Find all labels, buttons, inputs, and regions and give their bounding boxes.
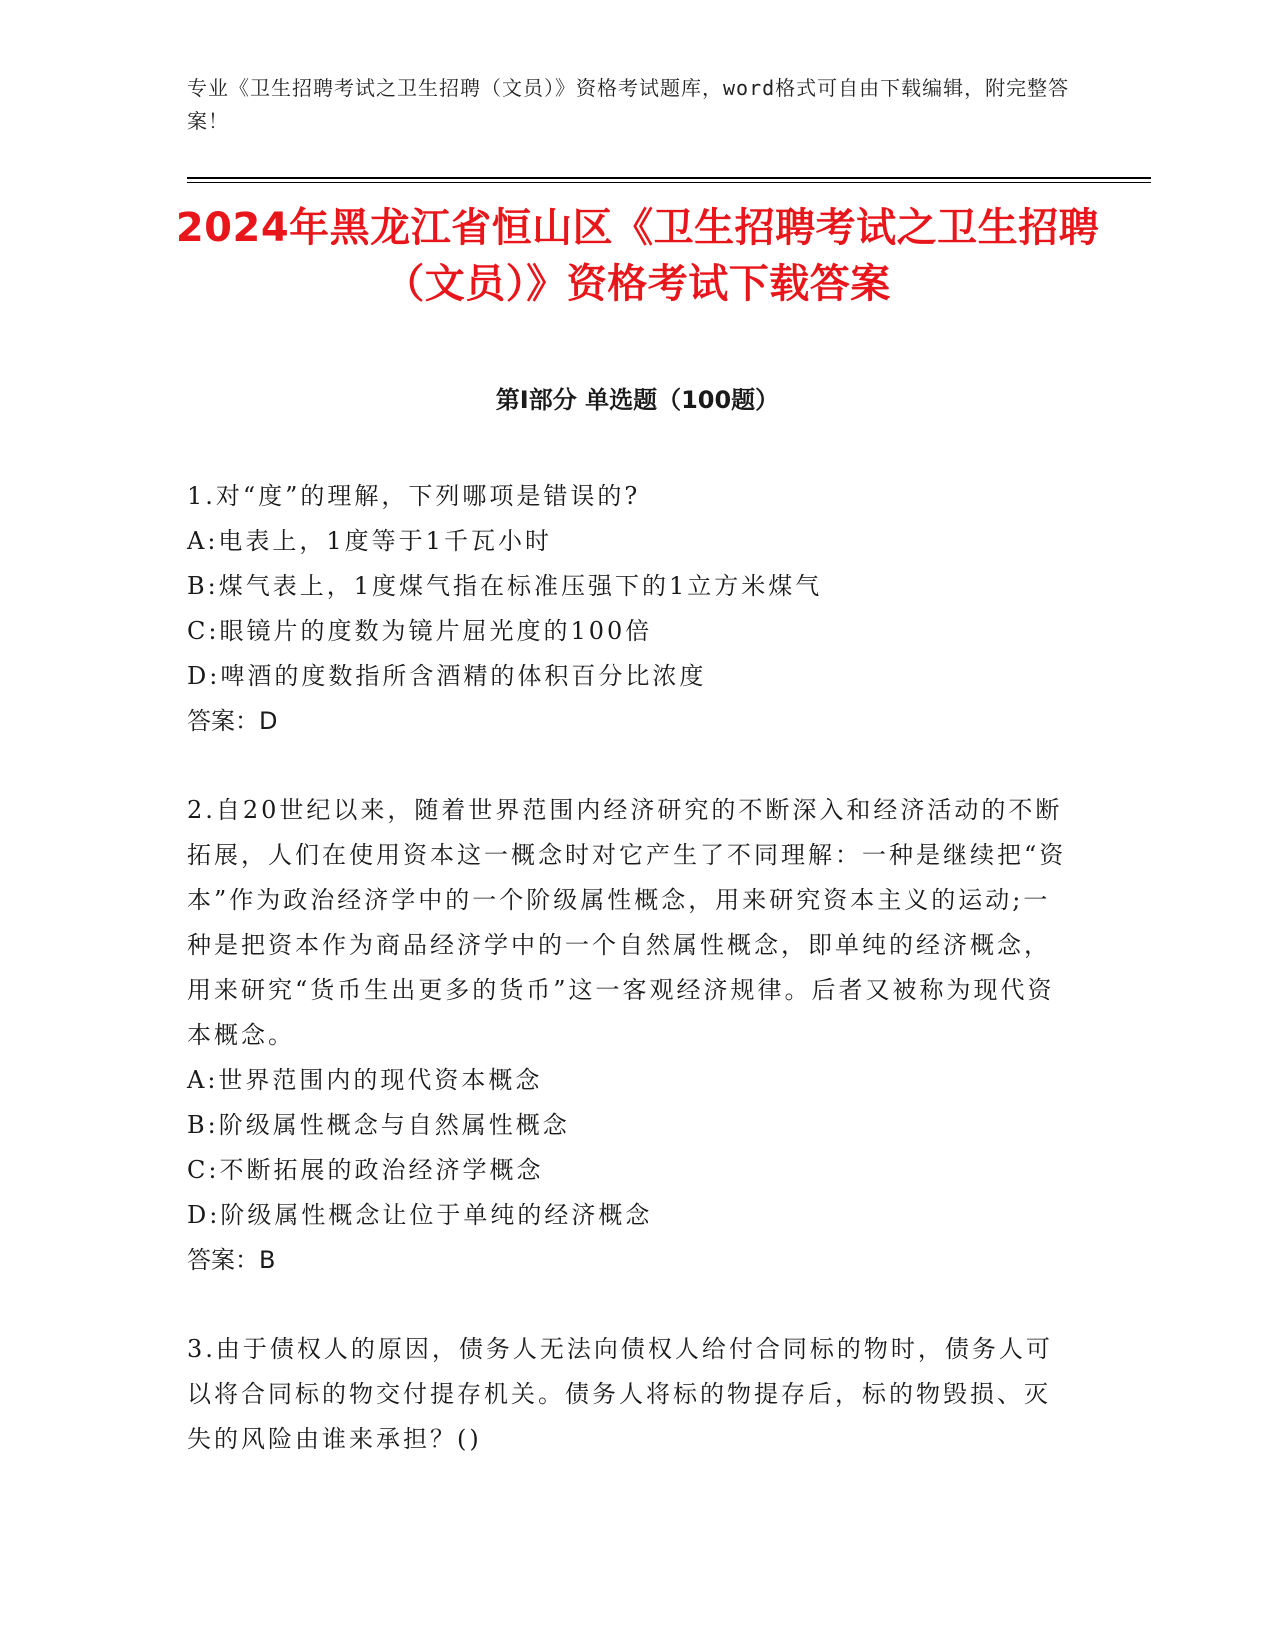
option-b: B:煤气表上，1度煤气指在标准压强下的1立方米煤气 [187,572,823,600]
option-c: C:不断拓展的政治经济学概念 [187,1156,544,1184]
question-3 [187,1327,1067,1462]
option-b: B:阶级属性概念与自然属性概念 [187,1111,570,1139]
question-1 [187,474,1067,744]
question-list [187,474,1067,1506]
option-a: A:电表上，1度等于1千瓦小时 [187,527,552,555]
question-stem: 3.由于债权人的原因，债务人无法向债权人给付合同标的物时，债务人可以将合同标的物交付提存机关。债务人将标的物提存后，标的物毁损、灭失的风险由谁来承担？() [187,1335,1053,1453]
question-2 [187,788,1067,1283]
header-divider [187,177,1151,179]
answer: 答案：B [187,1246,276,1274]
document-title: 2024年黑龙江省恒山区《卫生招聘考试之卫生招聘（文员）》资格考试下载答案 [175,205,1100,307]
header-note: 专业《卫生招聘考试之卫生招聘（文员）》资格考试题库，word格式可自由下载编辑，附完整答案！ [187,76,1070,133]
option-a: A:世界范围内的现代资本概念 [187,1066,543,1094]
option-d: D:阶级属性概念让位于单纯的经济概念 [187,1201,653,1229]
answer: 答案：D [187,707,278,735]
option-c: C:眼镜片的度数为镜片屈光度的100倍 [187,617,653,645]
section-title: 第Ⅰ部分 单选题（100题） [495,386,780,414]
question-stem: 2.自20世纪以来，随着世界范围内经济研究的不断深入和经济活动的不断拓展，人们在使用资本这一概念时对它产生了不同理解：一种是继续把“资本”作为政治经济学中的一个阶级属性概念，用来研究资本主义的运动;一种是把资本作为商品经济学中的一个自然属性概念，即单纯的经济概念，用来研究“货币生出更多的货币”这一客观经济规律。后者又被称为现代资本概念。 [187,796,1067,1049]
option-d: D:啤酒的度数指所含酒精的体积百分比浓度 [187,662,707,690]
question-stem: 1.对“度”的理解，下列哪项是错误的? [187,482,641,510]
header-divider-thin [187,182,1151,183]
